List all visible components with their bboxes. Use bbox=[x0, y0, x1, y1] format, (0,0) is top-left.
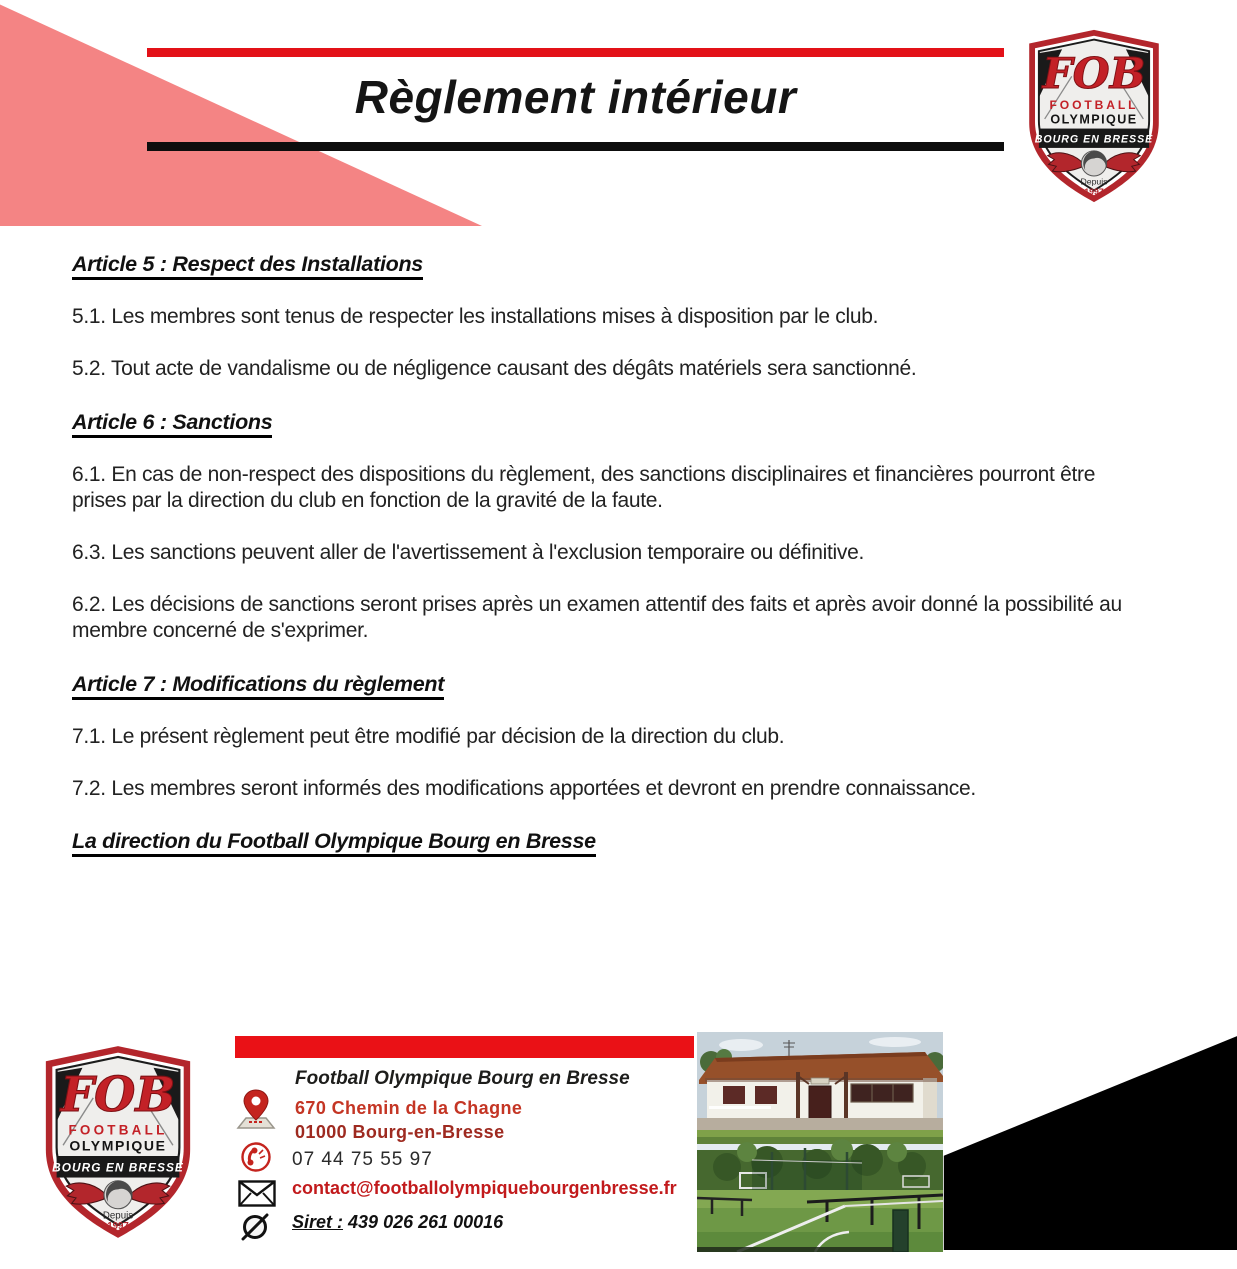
paragraph-7-1: 7.1. Le présent règlement peut être modifié par décision de la direction du club. bbox=[72, 725, 785, 748]
paragraph-6-3: 6.3. Les sanctions peuvent aller de l'avertissement à l'exclusion temporaire ou définitive. bbox=[72, 541, 864, 564]
paragraph-6-2: 6.2. Les décisions de sanctions seront prises après un examen attentif des faits et après avoir donné la possibilité au membre concerné de s'exprimer. bbox=[72, 593, 1122, 642]
article-5-heading: Article 5 : Respect des Installations bbox=[72, 250, 1134, 278]
crest-olympique-label: OLYMPIQUE bbox=[69, 1137, 167, 1154]
crest-olympique-label: OLYMPIQUE bbox=[1050, 112, 1138, 127]
footer-club-name: Football Olympique Bourg en Bresse bbox=[295, 1068, 630, 1089]
siret-circle-slash-icon bbox=[237, 1208, 273, 1244]
siret-label: Siret : bbox=[292, 1212, 344, 1232]
crest-banner-label: BOURG EN BRESSE bbox=[1034, 133, 1154, 146]
crest-football-label: FOOTBALL bbox=[68, 1122, 168, 1138]
crest-monogram: FOB bbox=[1042, 48, 1146, 99]
decorative-black-triangle bbox=[900, 1020, 1237, 1250]
siret-value: 439 026 261 00016 bbox=[348, 1212, 504, 1232]
paragraph-5-2: 5.2. Tout acte de vandalisme ou de négligence causant des dégâts matériels sera sanctionné. bbox=[72, 357, 917, 380]
crest-since-year: 1997 bbox=[1084, 186, 1104, 197]
paragraph-7-2: 7.2. Les membres seront informés des modifications apportées et devront en prendre connaissance. bbox=[72, 777, 976, 800]
footer-phone-number: 07 44 75 55 97 bbox=[292, 1149, 433, 1170]
phone-icon bbox=[240, 1141, 272, 1173]
crest-since-year: 1997 bbox=[107, 1221, 129, 1233]
crest-banner-label: BOURG EN BRESSE bbox=[52, 1160, 184, 1175]
title-rule-bottom bbox=[147, 142, 1004, 151]
footer-siret bbox=[292, 1212, 503, 1233]
club-photos bbox=[697, 1032, 943, 1252]
crest-football-label: FOOTBALL bbox=[1049, 98, 1139, 113]
footer-address-line1: 670 Chemin de la Chagne bbox=[295, 1098, 523, 1118]
location-pin-icon bbox=[236, 1088, 276, 1130]
signature-line: La direction du Football Olympique Bourg en Bresse bbox=[72, 828, 1134, 854]
crest-since-label: Depuis bbox=[1080, 176, 1108, 187]
club-crest-icon bbox=[36, 1044, 200, 1240]
footer-email: contact@footballolympiquebourgenbresse.fr bbox=[292, 1178, 677, 1198]
envelope-icon bbox=[238, 1180, 276, 1207]
article-7-heading: Article 7 : Modifications du règlement bbox=[72, 670, 1134, 698]
page-title: Règlement intérieur bbox=[354, 71, 797, 123]
article-6-heading: Article 6 : Sanctions bbox=[72, 408, 1134, 436]
crest-since-label: Depuis bbox=[102, 1210, 134, 1222]
crest-monogram: FOB bbox=[60, 1067, 176, 1123]
title-rule-top bbox=[147, 48, 1004, 57]
document-body bbox=[72, 250, 1134, 880]
club-crest-icon bbox=[1020, 28, 1168, 204]
paragraph-5-1: 5.1. Les membres sont tenus de respecter les installations mises à disposition par le club. bbox=[72, 305, 879, 328]
paragraph-6-1: 6.1. En cas de non-respect des dispositions du règlement, des sanctions disciplinaires et financières pourront être prises par la direction du club en fonction de la gravité de la faute. bbox=[72, 463, 1096, 512]
footer-address-line2: 01000 Bourg-en-Bresse bbox=[295, 1122, 505, 1142]
footer-red-bar bbox=[235, 1036, 694, 1058]
